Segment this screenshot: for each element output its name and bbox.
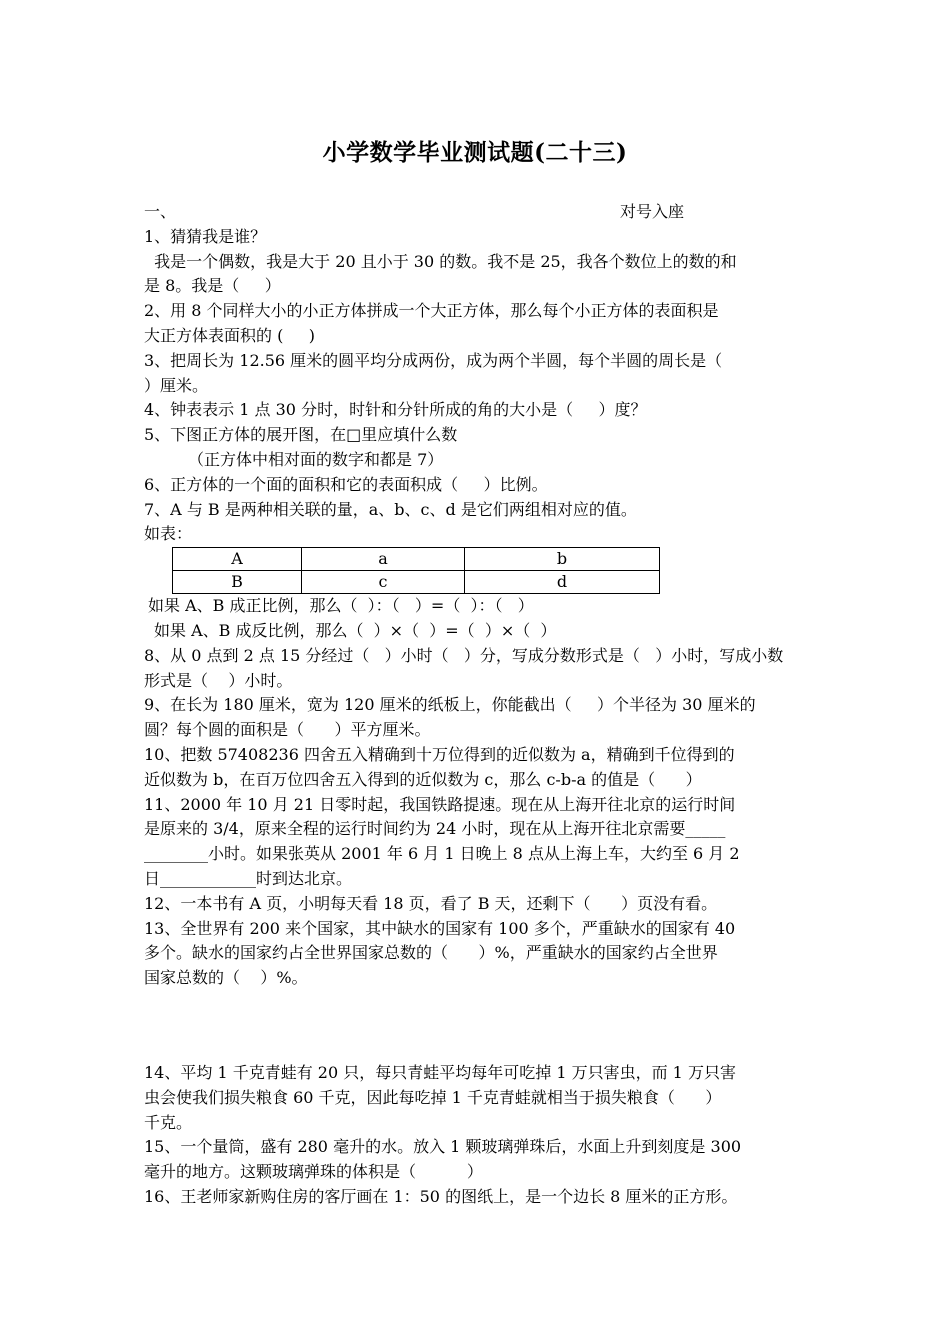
table-row bbox=[173, 548, 660, 571]
question-list bbox=[144, 200, 810, 1210]
question-line: 16、王老师家新购住房的客厅画在 1：50 的图纸上，是一个边长 8 厘米的正方形。 bbox=[144, 1186, 738, 1206]
question-line: 8、从 0 点到 2 点 15 分经过（ ）小时（ ）分，写成分数形式是（ ）小时，写成小数 bbox=[144, 645, 784, 665]
question-line: ________小时。如果张英从 2001 年 6 月 1 日晚上 8 点从上海上车，大约至 6 月 2 bbox=[144, 844, 740, 864]
question-line: 是原来的 3/4，原来全程的运行时间约为 24 小时，现在从上海开往北京需要_____ bbox=[144, 819, 726, 839]
section-heading: 对号入座 bbox=[619, 202, 684, 221]
question-line: 千克。 bbox=[144, 1112, 193, 1132]
question-line: 11、2000 年 10 月 21 日零时起，我国铁路提速。现在从上海开往北京的运行时间 bbox=[144, 794, 736, 814]
question-line: 圆？每个圆的面积是（ ）平方厘米。 bbox=[144, 720, 431, 740]
question-line: 日____________时到达北京。 bbox=[144, 868, 353, 888]
question-line: 7、A 与 B 是两种相关联的量，a、b、c、d 是它们两组相对应的值。 bbox=[144, 499, 637, 519]
question-line: 9、在长为 180 厘米，宽为 120 厘米的纸板上，你能截出（ ）个半径为 30 厘米的 bbox=[144, 695, 756, 715]
question-line: 是 8。我是（ ） bbox=[144, 276, 281, 296]
question-line: 4、钟表表示 1 点 30 分时，时针和分针所成的角的大小是（ ）度？ bbox=[144, 400, 647, 420]
question-line: 形式是（ ）小时。 bbox=[144, 670, 293, 690]
page-title: 小学数学毕业测试题(二十三) bbox=[322, 139, 628, 166]
question-line: 2、用 8 个同样大小的小正方体拼成一个大正方体，那么每个小正方体的表面积是 bbox=[144, 301, 719, 321]
blank-space bbox=[144, 991, 810, 1061]
question-line: ）厘米。 bbox=[144, 375, 209, 395]
question-line: 3、把周长为 12.56 厘米的圆平均分成两份，成为两个半圆，每个半圆的周长是（ bbox=[144, 350, 723, 370]
question-line: 大正方体表面积的 ( ) bbox=[144, 325, 316, 345]
table-row bbox=[173, 571, 660, 594]
question-line: 13、全世界有 200 来个国家，其中缺水的国家有 100 多个，严重缺水的国家有 40 bbox=[144, 918, 736, 938]
table-cell: b bbox=[465, 548, 660, 571]
question-note: （正方体中相对面的数字和都是 7） bbox=[188, 449, 444, 469]
question-line: 虫会使我们损失粮食 60 千克，因此每吃掉 1 千克青蛙就相当于损失粮食（ ） bbox=[144, 1087, 722, 1107]
question-line: 10、把数 57408236 四舍五入精确到十万位得到的近似数为 a，精确到千位得到的 bbox=[144, 744, 735, 764]
question-line: 近似数为 b，在百万位四舍五入得到的近似数为 c，那么 c-b-a 的值是（ ） bbox=[144, 769, 702, 789]
question-line: 我是一个偶数，我是大于 20 且小于 30 的数。我不是 25，我各个数位上的数的和 bbox=[144, 251, 737, 271]
table-cell: c bbox=[302, 571, 465, 594]
question-line: 14、平均 1 千克青蛙有 20 只，每只青蛙平均每年可吃掉 1 万只害虫，而 1 万只害 bbox=[144, 1062, 736, 1082]
question-line: 如表： bbox=[144, 524, 193, 544]
section-header bbox=[144, 200, 810, 225]
section-number: 一、 bbox=[144, 202, 177, 221]
table-cell: a bbox=[302, 548, 465, 571]
question-line: 国家总数的（ ）%。 bbox=[144, 968, 308, 988]
table-cell: B bbox=[173, 571, 302, 594]
value-table bbox=[172, 547, 660, 594]
question-line: 6、正方体的一个面的面积和它的表面积成（ ）比例。 bbox=[144, 474, 548, 494]
question-line: 5、下图正方体的展开图，在□里应填什么数 bbox=[144, 425, 458, 445]
question-line: 如果 A、B 成反比例，那么（ ）×（ ）=（ ）×（ ） bbox=[154, 620, 557, 640]
question-line: 15、一个量筒，盛有 280 毫升的水。放入 1 颗玻璃弹珠后，水面上升到刻度是 300 bbox=[144, 1137, 742, 1157]
question-line: 多个。缺水的国家约占全世界国家总数的（ ）%，严重缺水的国家约占全世界 bbox=[144, 943, 718, 963]
table-cell: A bbox=[173, 548, 302, 571]
question-line: 12、一本书有 A 页，小明每天看 18 页，看了 B 天，还剩下（ ）页没有看。 bbox=[144, 893, 718, 913]
question-line: 如果 A、B 成正比例，那么（ ）：（ ）=（ ）：（ ） bbox=[148, 596, 534, 616]
question-line: 毫升的地方。这颗玻璃弹珠的体积是（ ） bbox=[144, 1162, 483, 1182]
question-line: 1、猜猜我是谁？ bbox=[144, 226, 267, 246]
table-cell: d bbox=[465, 571, 660, 594]
